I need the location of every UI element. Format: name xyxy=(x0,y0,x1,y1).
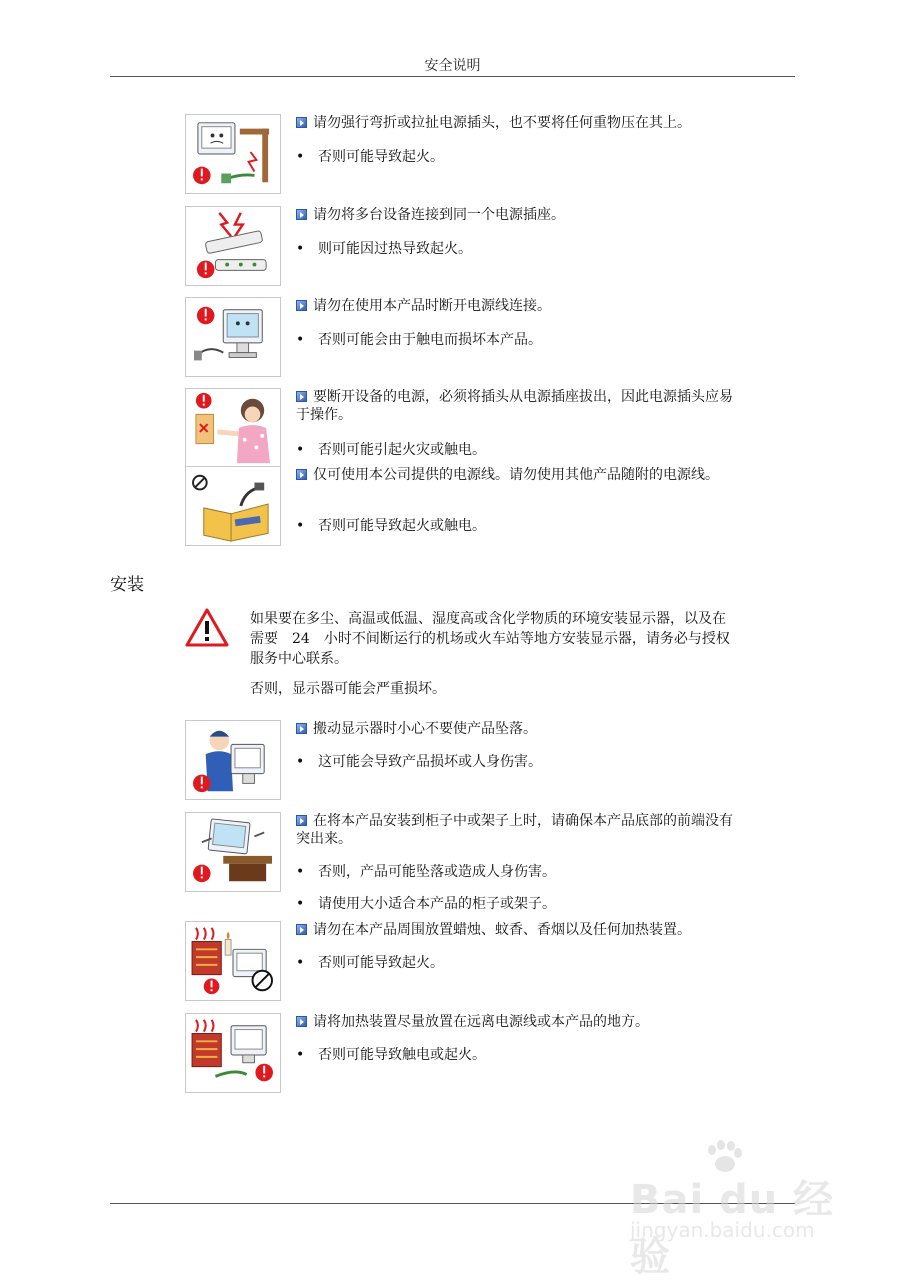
page-header-title: 安全说明 xyxy=(424,58,481,74)
arrow-marker-icon xyxy=(296,1016,307,1027)
bullet-line: • 否则，产品可能坠落或造成人身伤害。 xyxy=(296,864,556,880)
item-heading: 搬动显示器时小心不要使产品坠落。 xyxy=(296,720,736,738)
arrow-marker-icon xyxy=(296,391,307,402)
bullet-line: • 否则可能导致起火。 xyxy=(296,149,444,165)
item-heading: 仅可使用本公司提供的电源线。请勿使用其他产品随附的电源线。 xyxy=(296,466,736,484)
bullet-dot: • xyxy=(296,332,305,348)
warning-text: 如果要在多尘、高温或低温、湿度高或含化学物质的环境安装显示器，以及在需要 24 小时不间断运行的机场或火车站等地方安装显示器，请务必与授权服务中心联系。 xyxy=(250,611,730,667)
bullet-line: • 请使用大小适合本产品的柜子或架子。 xyxy=(296,896,556,912)
item-heading: 请勿在使用本产品时断开电源线连接。 xyxy=(296,297,736,315)
bullet-dot: • xyxy=(296,149,305,165)
pull-plug-illustration xyxy=(185,388,281,468)
bullet-dot: • xyxy=(296,1047,305,1063)
item-heading: 要断开设备的电源，必须将插头从电源插座拔出，因此电源插头应易于操作。 xyxy=(296,389,733,423)
item-heading: 请勿在本产品周围放置蜡烛、蚊香、香烟以及任何加热装置。 xyxy=(296,921,736,939)
bullet-line: • 否则可能导致起火或触电。 xyxy=(296,518,486,534)
bullet-dot: • xyxy=(296,241,305,257)
monitor-on-shelf-illustration xyxy=(185,812,281,892)
arrow-marker-icon xyxy=(296,924,307,935)
bullet-dot: • xyxy=(296,955,305,971)
header-rule xyxy=(110,76,795,77)
item-heading: 请将加热装置尽量放置在远离电源线或本产品的地方。 xyxy=(296,1013,736,1031)
baidu-watermark xyxy=(630,1140,870,1280)
power-cord-box-illustration xyxy=(185,466,281,546)
watermark-url: jingyan.baidu.com xyxy=(630,1218,815,1242)
section-title: 安装 xyxy=(110,575,144,595)
carry-monitor-illustration xyxy=(185,720,281,800)
arrow-marker-icon xyxy=(296,209,307,220)
bent-plug-illustration xyxy=(185,114,281,194)
heater-cord-illustration xyxy=(185,1013,281,1093)
bullet-dot: • xyxy=(296,754,305,770)
bullet-line: • 否则可能引起火灾或触电。 xyxy=(296,442,486,458)
arrow-marker-icon xyxy=(296,300,307,311)
arrow-marker-icon xyxy=(296,117,307,128)
item-heading: 请勿强行弯折或拉扯电源插头，也不要将任何重物压在其上。 xyxy=(296,114,736,132)
bullet-dot: • xyxy=(296,864,305,880)
arrow-marker-icon xyxy=(296,723,307,734)
unplug-monitor-illustration xyxy=(185,297,281,377)
item-heading: 请勿将多台设备连接到同一个电源插座。 xyxy=(296,206,736,224)
watermark-brand: Bai du 经验 xyxy=(630,1177,835,1280)
bullet-dot: • xyxy=(296,442,305,458)
warning-note: 否则，显示器可能会严重损坏。 xyxy=(250,681,446,697)
arrow-marker-icon xyxy=(296,815,307,826)
item-heading: 在将本产品安装到柜子中或架子上时，请确保本产品底部的前端没有突出来。 xyxy=(296,813,733,847)
bullet-line: • 否则可能会由于触电而损坏本产品。 xyxy=(296,332,542,348)
bullet-line: • 则可能因过热导致起火。 xyxy=(296,241,472,257)
arrow-marker-icon xyxy=(296,469,307,480)
bullet-dot: • xyxy=(296,518,305,534)
heater-candle-illustration xyxy=(185,921,281,1001)
bullet-line: • 这可能会导致产品损坏或人身伤害。 xyxy=(296,754,542,770)
warning-triangle-icon xyxy=(184,607,230,649)
bullet-line: • 否则可能导致起火。 xyxy=(296,955,444,971)
overloaded-socket-illustration xyxy=(185,206,281,286)
bullet-dot: • xyxy=(296,896,305,912)
bullet-line: • 否则可能导致触电或起火。 xyxy=(296,1047,486,1063)
